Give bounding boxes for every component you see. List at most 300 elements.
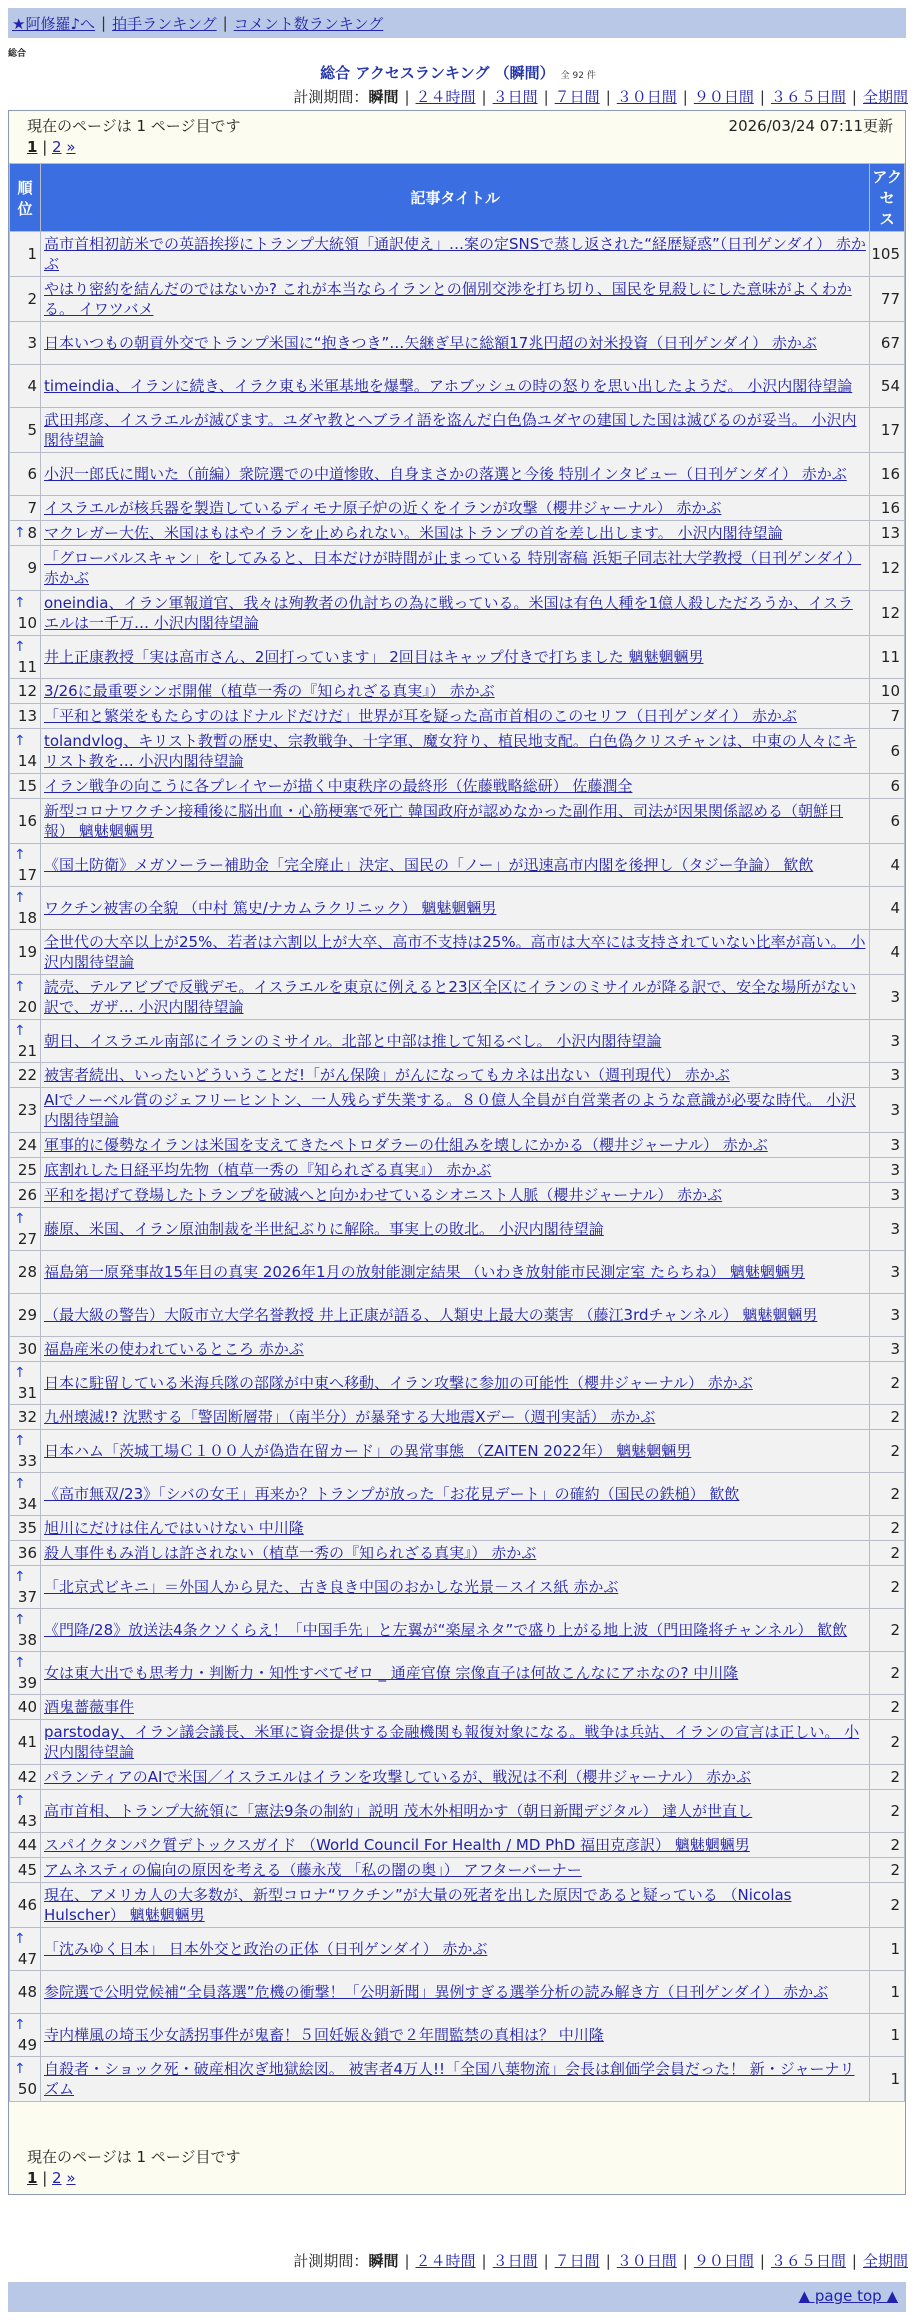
period-link[interactable]: ７日間 [554, 88, 600, 106]
table-row [10, 1133, 904, 1157]
period-current: 瞬間 [368, 2252, 399, 2270]
access-count: 3 [870, 975, 904, 1019]
article-link[interactable]: 現在、アメリカ人の大多数が、新型コロナ“ワクチン”が大量の死者を出した原因であると疑っている （Nicolas Hulscher） 魑魅魍魎男 [44, 1886, 792, 1924]
table-row [10, 930, 904, 974]
title-cell [41, 1858, 869, 1882]
access-count: 6 [870, 774, 904, 798]
article-link[interactable]: 日本いつもの朝貢外交でトランプ米国に“抱きつき”…矢継ぎ早に総額17兆円超の対米投資（日刊ゲンダイ） 赤かぶ [44, 334, 817, 352]
access-count: 3 [870, 1020, 904, 1062]
period-label: 計測期間： [293, 88, 369, 106]
period-separator: | [404, 2252, 410, 2270]
rank-number: 19 [17, 943, 37, 961]
title-cell [41, 799, 869, 843]
title-cell [41, 704, 869, 728]
access-count: 2 [870, 1695, 904, 1719]
article-link[interactable]: oneindia、イラン軍報道官、我々は殉教者の仇討ちの為に戦っている。米国は有色人種を1億人殺しただろうか、イスラエルは一千万… 小沢内閣待望論 [44, 594, 853, 632]
title-cell [41, 322, 869, 364]
rank-number: 23 [17, 1101, 37, 1119]
period-current: 瞬間 [368, 88, 399, 106]
title-cell [41, 1516, 869, 1540]
access-count: 2 [870, 1473, 904, 1515]
article-link[interactable]: 自殺者・ショック死・破産相次ぎ地獄絵図。 被害者4万人!!「全国八葉物流」会長は創価学会員だった！ 新・ジャーナリズム [44, 2060, 855, 2098]
period-separator: | [682, 88, 688, 106]
access-count: 2 [870, 1765, 904, 1789]
period-link[interactable]: ７日間 [554, 2252, 600, 2270]
table-row [10, 1430, 904, 1472]
article-link[interactable]: パランティアのAIで米国／イスラエルはイランを攻撃しているが、戦況は不利（櫻井ジャーナル） 赤かぶ [44, 1768, 752, 1786]
updated-timestamp: 2026/03/24 07:11更新 [728, 117, 893, 135]
article-link[interactable]: 「平和と繁栄をもたらすのはドナルドだけだ」世界が耳を疑った高市首相のこのセリフ（日刊ゲンダイ） 赤かぶ [44, 707, 797, 725]
rank-cell [10, 2014, 40, 2056]
rank-number: 2 [27, 290, 37, 308]
title-cell [41, 930, 869, 974]
table-row [10, 1883, 904, 1927]
article-link[interactable]: 高市首相、トランプ大統領に「憲法9条の制約」説明 茂木外相明かす（朝日新聞デジタル） 達人が世直し [44, 1802, 753, 1820]
rank-cell [10, 232, 40, 276]
title-cell [41, 591, 869, 635]
rank-cell [10, 1928, 40, 1970]
rank-number: 32 [17, 1408, 37, 1426]
article-link[interactable]: 殺人事件もみ消しは許されない（植草一秀の『知られざる真実』） 赤かぶ [44, 1544, 537, 1562]
period-link[interactable]: ３０日間 [616, 88, 677, 106]
access-count: 16 [870, 496, 904, 520]
period-separator: | [759, 88, 765, 106]
rank-number: 5 [27, 421, 37, 439]
access-count: 4 [870, 930, 904, 974]
table-row [10, 365, 904, 407]
article-link[interactable]: 被害者続出、いったいどういうことだ!「がん保険」がんになってもカネは出ない（週刊現代） 赤かぶ [44, 1066, 730, 1084]
rank-cell [10, 930, 40, 974]
table-row [10, 1516, 904, 1540]
rank-up-icon: ↑ [14, 2017, 26, 2033]
article-link[interactable]: 福島産米の使われているところ 赤かぶ [44, 1340, 304, 1358]
period-separator: | [851, 2252, 857, 2270]
period-link[interactable]: ３６５日間 [770, 88, 846, 106]
period-link[interactable]: 全期間 [862, 88, 908, 106]
rank-number: 29 [17, 1306, 37, 1324]
title-cell [41, 1971, 869, 2013]
rank-up-icon: ↑ [14, 525, 26, 541]
rank-cell [10, 887, 40, 929]
rank-cell [10, 1088, 40, 1132]
article-link[interactable]: 酒鬼薔薇事件 [44, 1698, 135, 1716]
rank-number: 17 [17, 866, 37, 884]
table-row [10, 1020, 904, 1062]
rank-number: 28 [17, 1263, 37, 1281]
article-link[interactable]: スパイクタンパク質デトックスガイド （World Council For Health / MD PhD 福田克彦訳） 魑魅魍魎男 [44, 1836, 750, 1854]
article-link[interactable]: 軍事的に優勢なイランは米国を支えてきたペトロダラーの仕組みを壊しにかかる（櫻井ジャーナル） 赤かぶ [44, 1136, 768, 1154]
article-link[interactable]: 底割れした日経平均先物（植草一秀の『知られざる真実』） 赤かぶ [44, 1161, 492, 1179]
title-cell [41, 1652, 869, 1694]
article-link[interactable]: イスラエルが核兵器を製造しているディモナ原子炉の近くをイランが攻撃（櫻井ジャーナル） 赤かぶ [44, 499, 722, 517]
table-row [10, 591, 904, 635]
article-link[interactable]: 「グローバルスキャン」をしてみると、日本だけが時間が止まっている 特別寄稿 浜矩子同志社大学教授（日刊ゲンダイ） 赤かぶ [44, 549, 862, 587]
rank-number: 34 [17, 1495, 37, 1513]
rank-cell [10, 1790, 40, 1832]
table-row [10, 1928, 904, 1970]
table-row [10, 704, 904, 728]
rank-number: 43 [17, 1812, 37, 1830]
rank-number: 6 [27, 465, 37, 483]
access-count: 2 [870, 1858, 904, 1882]
title-cell [41, 1020, 869, 1062]
article-link[interactable]: 旭川にだけは住んではいけない 中川隆 [44, 1519, 304, 1537]
site-label: 総合 [8, 49, 27, 59]
rank-number: 10 [17, 614, 37, 632]
article-link[interactable]: 参院選で公明党候補“全員落選”危機の衝撃！「公明新聞」異例すぎる選挙分析の読み解き方（日刊ゲンダイ） 赤かぶ [44, 1983, 829, 2001]
access-count: 3 [870, 1337, 904, 1361]
rank-cell [10, 1063, 40, 1087]
period-separator: | [404, 88, 410, 106]
title-cell [41, 774, 869, 798]
article-link[interactable]: 《国土防衛》メガソーラー補助金「完全廃止」決定、国民の「ノー」が迅速高市内閣を後押し（タジー争論） 歓飲 [44, 856, 814, 874]
rank-cell [10, 521, 40, 545]
rank-number: 15 [17, 777, 37, 795]
rank-up-icon: ↑ [14, 2061, 26, 2077]
article-link[interactable]: AIでノーベル賞のジェフリーヒントン、一人残らず失業する。８０億人全員が自営業者のような意識が必要な時代。 小沢内閣待望論 [44, 1091, 856, 1129]
period-separator: | [605, 88, 611, 106]
period-link[interactable]: ３０日間 [616, 2252, 677, 2270]
access-count: 3 [870, 1208, 904, 1250]
rank-cell [10, 729, 40, 773]
table-row [10, 1063, 904, 1087]
rank-number: 39 [17, 1674, 37, 1692]
article-link[interactable]: tolandvlog、キリスト教暫の歴史、宗教戦争、十字軍、魔女狩り、植民地支配。白色偽クリスチャンは、中東の人々にキリスト教を… 小沢内閣待望論 [44, 732, 857, 770]
article-link[interactable]: アムネスティの偏向の原因を考える（藤永茂 「私の闇の奥」） アフターバーナー [44, 1861, 582, 1879]
page-link[interactable]: 2 [52, 2169, 62, 2187]
rank-cell [10, 1430, 40, 1472]
pagination-bottom [27, 2169, 76, 2187]
title-cell [41, 232, 869, 276]
ranking-table [9, 163, 905, 2102]
title-cell [41, 408, 869, 452]
rank-cell [10, 408, 40, 452]
access-count: 3 [870, 1133, 904, 1157]
access-count: 77 [870, 277, 904, 321]
period-link[interactable]: ２４時間 [415, 88, 476, 106]
rank-cell [10, 1516, 40, 1540]
table-row [10, 1251, 904, 1293]
access-count: 1 [870, 1971, 904, 2013]
title-cell [41, 636, 869, 678]
rank-cell [10, 704, 40, 728]
bottom-bar [8, 2282, 906, 2312]
table-row [10, 844, 904, 886]
rank-cell [10, 1858, 40, 1882]
rank-number: 7 [27, 499, 37, 517]
rank-number: 36 [17, 1544, 37, 1562]
rank-cell [10, 2057, 40, 2101]
article-link[interactable]: 朝日、イスラエル南部にイランのミサイル。北部と中部は推して知るべし。 小沢内閣待望論 [44, 1032, 662, 1050]
period-link[interactable]: 全期間 [862, 2252, 908, 2270]
ranking-panel [8, 110, 906, 2195]
article-link[interactable]: 日本ハム「茨城工場Ｃ１００人が偽造在留カード」の異常事態 （ZAITEN 2022年） 魑魅魍魎男 [44, 1442, 692, 1460]
period-selector-top [293, 86, 908, 107]
article-link[interactable]: 平和を掲げて登場したトランプを破滅へと向かわせているシオニスト人脈（櫻井ジャーナル） 赤かぶ [44, 1186, 723, 1204]
rank-up-icon: ↑ [14, 890, 26, 906]
period-link[interactable]: ３日間 [492, 2252, 538, 2270]
period-separator: | [481, 88, 487, 106]
rank-number: 50 [17, 2080, 37, 2098]
period-link[interactable]: ９０日間 [693, 88, 754, 106]
rank-cell [10, 1833, 40, 1857]
rank-cell [10, 1652, 40, 1694]
table-row [10, 729, 904, 773]
article-link[interactable]: 井上正康教授「実は高市さん、2回打っています」 2回目はキャップ付きで打ちました 魑魅魍魎男 [44, 648, 704, 666]
article-link[interactable]: 「北京式ビキニ」＝外国人から見た、古き良き中国のおかしな光景－スイス紙 赤かぶ [44, 1578, 619, 1596]
rank-cell [10, 799, 40, 843]
table-row [10, 277, 904, 321]
title-cell [41, 2057, 869, 2101]
table-row [10, 521, 904, 545]
access-count: 3 [870, 1294, 904, 1336]
article-link[interactable]: timeindia、イランに続き、イラク東も米軍基地を爆撃。アホブッシュの時の怒りを思い出したようだ。 小沢内閣待望論 [44, 377, 853, 395]
rank-up-icon: ↑ [14, 847, 26, 863]
article-link[interactable]: 九州壊滅!? 沈黙する「警固断層帯」（南半分）が暴発する大地震Xデー（週刊実話） 赤かぶ [44, 1408, 656, 1426]
rank-cell [10, 1362, 40, 1404]
table-row [10, 1833, 904, 1857]
period-link[interactable]: ２４時間 [415, 2252, 476, 2270]
rank-up-icon: ↑ [14, 1365, 26, 1381]
table-row [10, 799, 904, 843]
page-next-link[interactable]: » [66, 2169, 76, 2187]
access-count: 16 [870, 453, 904, 495]
rank-cell [10, 1208, 40, 1250]
table-row [10, 408, 904, 452]
article-link[interactable]: やはり密約を結んだのではないか? これが本当ならイランとの個別交渉を打ち切り、国民を見殺しにした意味がよくわかる。 イワツバメ [44, 280, 852, 318]
rank-number: 44 [17, 1836, 37, 1854]
table-row [10, 546, 904, 590]
period-label: 計測期間： [293, 2252, 369, 2270]
access-count: 1 [870, 1928, 904, 1970]
rank-number: 47 [17, 1950, 37, 1968]
table-row [10, 1765, 904, 1789]
article-link[interactable]: 新型コロナワクチン接種後に脳出血・心筋梗塞で死亡 韓国政府が認めなかった副作用、司法が因果関係認める（朝鮮日報） 魑魅魍魎男 [44, 802, 844, 840]
access-count: 3 [870, 1088, 904, 1132]
title-cell [41, 844, 869, 886]
rank-number: 37 [17, 1588, 37, 1606]
rank-number: 38 [17, 1631, 37, 1649]
article-link[interactable]: 武田邦彦、イスラエルが滅びます。ユダヤ教とヘブライ語を盗んだ白色偽ユダヤの建国した国は滅びるのが妥当。 小沢内閣待望論 [44, 411, 857, 449]
page-top-link[interactable]: ▲ page top ▲ [798, 2287, 898, 2305]
table-row [10, 232, 904, 276]
rank-up-icon: ↑ [14, 979, 26, 995]
rank-number: 30 [17, 1340, 37, 1358]
article-link[interactable]: 「沈みゆく日本」 日本外交と政治の正体（日刊ゲンダイ） 赤かぶ [44, 1940, 488, 1958]
access-count: 4 [870, 844, 904, 886]
rank-cell [10, 1251, 40, 1293]
article-link[interactable]: 藤原、米国、イラン原油制裁を半世紀ぶりに解除。事実上の敗北。 小沢内閣待望論 [44, 1220, 604, 1238]
rank-up-icon: ↑ [14, 1433, 26, 1449]
access-count: 67 [870, 322, 904, 364]
nav-clap-ranking-link[interactable]: 拍手ランキング [112, 14, 217, 33]
title-cell [41, 1183, 869, 1207]
rank-up-icon: ↑ [14, 1931, 26, 1947]
period-separator: | [851, 88, 857, 106]
page-link[interactable]: 2 [52, 138, 62, 156]
article-link[interactable]: （最大級の警告）大阪市立大学名誉教授 井上正康が語る、人類史上最大の薬害 （藤江3rdチャンネル） 魑魅魍魎男 [44, 1306, 818, 1324]
rank-cell [10, 1294, 40, 1336]
article-link[interactable]: 3/26に最重要シンポ開催（植草一秀の『知られざる真実』） 赤かぶ [44, 682, 495, 700]
period-separator: | [759, 2252, 765, 2270]
rank-cell [10, 277, 40, 321]
page-current: 1 [27, 2169, 38, 2187]
rank-number: 46 [17, 1896, 37, 1914]
access-count: 54 [870, 365, 904, 407]
article-link[interactable]: 日本に駐留している米海兵隊の部隊が中東へ移動、イラン攻撃に参加の可能性（櫻井ジャーナル） 赤かぶ [44, 1374, 753, 1392]
rank-cell [10, 1020, 40, 1062]
rank-cell [10, 1720, 40, 1764]
page-title-row [0, 62, 916, 83]
title-cell [41, 1362, 869, 1404]
rank-cell [10, 1566, 40, 1608]
title-cell [41, 1883, 869, 1927]
access-count: 2 [870, 1516, 904, 1540]
article-link[interactable]: 読売、テルアビブで反戦デモ。イスラエルを東京に例えると23区全区にイランのミサイルが降る訳で、安全な場所がない訳で、ガザ… 小沢内閣待望論 [44, 978, 857, 1016]
title-cell [41, 975, 869, 1019]
access-count: 2 [870, 1362, 904, 1404]
article-link[interactable]: 福島第一原発事故15年目の真実 2026年1月の放射能測定結果 （いわき放射能市民測定室 たらちね） 魑魅魍魎男 [44, 1263, 805, 1281]
table-row [10, 1652, 904, 1694]
table-row [10, 1971, 904, 2013]
article-link[interactable]: 高市首相初訪米での英語挨拶にトランプ大統領「通訳使え」…案の定SNSで蒸し返された“経歴疑惑”（日刊ゲンダイ） 赤かぶ [44, 235, 866, 273]
period-link[interactable]: ３６５日間 [770, 2252, 846, 2270]
nav-home-link[interactable]: ★阿修羅♪へ [12, 14, 96, 33]
table-row [10, 1088, 904, 1132]
rank-cell [10, 636, 40, 678]
access-count: 105 [870, 232, 904, 276]
title-cell [41, 496, 869, 520]
rank-cell [10, 1971, 40, 2013]
article-link[interactable]: 寺内樺風の埼玉少女誘拐事件が鬼畜！５回妊娠＆鎖で２年間監禁の真相は？ 中川隆 [44, 2026, 604, 2044]
rank-number: 13 [17, 707, 37, 725]
article-link[interactable]: 全世代の大卒以上が25%、若者は六割以上が大卒、高市不支持は25%。高市は大卒には支持されていない比率が高い。 小沢内閣待望論 [44, 933, 866, 971]
table-row [10, 1858, 904, 1882]
article-link[interactable]: 小沢一郎氏に聞いた（前編）衆院選での中道惨敗、自身まさかの落選と今後 特別インタビュー（日刊ゲンダイ） 赤かぶ [44, 465, 847, 483]
title-cell [41, 1609, 869, 1651]
table-row [10, 1473, 904, 1515]
rank-cell [10, 496, 40, 520]
rank-number: 26 [17, 1186, 37, 1204]
rank-cell [10, 975, 40, 1019]
page-info: 現在のページは 1 ページ目です [27, 117, 241, 135]
access-count: 10 [870, 679, 904, 703]
access-count: 2 [870, 1790, 904, 1832]
rank-cell [10, 1765, 40, 1789]
access-count: 13 [870, 521, 904, 545]
article-link[interactable]: ワクチン被害の全貌 （中村 篤史/ナカムラクリニック） 魑魅魍魎男 [44, 899, 497, 917]
table-row [10, 679, 904, 703]
period-link[interactable]: ９０日間 [693, 2252, 754, 2270]
rank-cell [10, 453, 40, 495]
title-cell [41, 1473, 869, 1515]
rank-number: 3 [27, 334, 37, 352]
period-separator: | [543, 88, 549, 106]
rank-up-icon: ↑ [14, 1476, 26, 1492]
page-next-link[interactable]: » [66, 138, 76, 156]
article-link[interactable]: 《門降/28》放送法4条クソくらえ！「中国手先」と左翼が“楽屋ネタ”で盛り上がる地上波（門田隆将チャンネル） 歓飲 [44, 1621, 848, 1639]
article-link[interactable]: parstoday、イラン議会議長、米軍に資金提供する金融機関も報復対象になる。戦争は兵站、イランの宣言は正しい。 小沢内閣待望論 [44, 1723, 860, 1761]
period-separator: | [682, 2252, 688, 2270]
rank-up-icon: ↑ [14, 639, 26, 655]
rank-number: 20 [17, 998, 37, 1016]
access-count: 2 [870, 1405, 904, 1429]
title-cell [41, 1208, 869, 1250]
title-cell [41, 1405, 869, 1429]
article-link[interactable]: 《高市無双/23》「シバの女王」再来か？トランプが放った「お花見デート」の確約（国民の鉄槌） 歓飲 [44, 1485, 740, 1503]
rank-cell [10, 844, 40, 886]
rank-number: 25 [17, 1161, 37, 1179]
table-row [10, 322, 904, 364]
page-info-bottom: 現在のページは 1 ページ目です [27, 2148, 241, 2166]
title-cell [41, 365, 869, 407]
access-count: 1 [870, 2057, 904, 2101]
access-count: 2 [870, 1566, 904, 1608]
table-row [10, 1695, 904, 1719]
access-count: 2 [870, 1833, 904, 1857]
title-cell [41, 1541, 869, 1565]
nav-comment-ranking-link[interactable]: コメント数ランキング [233, 14, 384, 33]
top-nav-bar [8, 8, 906, 38]
access-count: 12 [870, 546, 904, 590]
title-header: 記事タイトル [41, 164, 869, 231]
article-link[interactable]: イラン戦争の向こうに各プレイヤーが描く中東秩序の最終形（佐藤戦略総研） 佐藤潤全 [44, 777, 633, 795]
rank-cell [10, 591, 40, 635]
rank-cell [10, 679, 40, 703]
access-count: 2 [870, 1541, 904, 1565]
rank-cell [10, 322, 40, 364]
rank-up-icon: ↑ [14, 1023, 26, 1039]
table-row [10, 1790, 904, 1832]
access-count: 2 [870, 1720, 904, 1764]
rank-header: 順位 [10, 164, 40, 231]
access-count: 6 [870, 799, 904, 843]
title-cell [41, 887, 869, 929]
period-selector-bottom [293, 2250, 908, 2271]
article-link[interactable]: 女は東大出でも思考力・判断力・知性すべてゼロ _ 通産官僚 宗像直子は何故こんなにアホなの? 中川隆 [44, 1664, 739, 1682]
page-separator: | [37, 138, 53, 156]
rank-up-icon: ↑ [14, 1655, 26, 1671]
access-count: 2 [870, 1652, 904, 1694]
table-row [10, 774, 904, 798]
table-row [10, 1208, 904, 1250]
rank-cell [10, 774, 40, 798]
rank-number: 18 [17, 909, 37, 927]
table-row [10, 1158, 904, 1182]
title-cell [41, 521, 869, 545]
title-cell [41, 1833, 869, 1857]
rank-cell [10, 365, 40, 407]
title-cell [41, 1251, 869, 1293]
period-link[interactable]: ３日間 [492, 88, 538, 106]
title-cell [41, 1158, 869, 1182]
rank-number: 33 [17, 1452, 37, 1470]
table-row [10, 1362, 904, 1404]
rank-cell [10, 1133, 40, 1157]
title-cell [41, 1695, 869, 1719]
table-row [10, 496, 904, 520]
pagination-top [27, 138, 76, 156]
rank-number: 49 [17, 2036, 37, 2054]
rank-number: 9 [27, 559, 37, 577]
rank-up-icon: ↑ [14, 1211, 26, 1227]
title-cell [41, 1133, 869, 1157]
rank-number: 40 [17, 1698, 37, 1716]
table-row [10, 1609, 904, 1651]
title-cell [41, 1430, 869, 1472]
article-link[interactable]: マクレガー大佐、米国はもはやイランを止められない。米国はトランプの首を差し出します。 小沢内閣待望論 [44, 524, 783, 542]
title-cell [41, 1063, 869, 1087]
